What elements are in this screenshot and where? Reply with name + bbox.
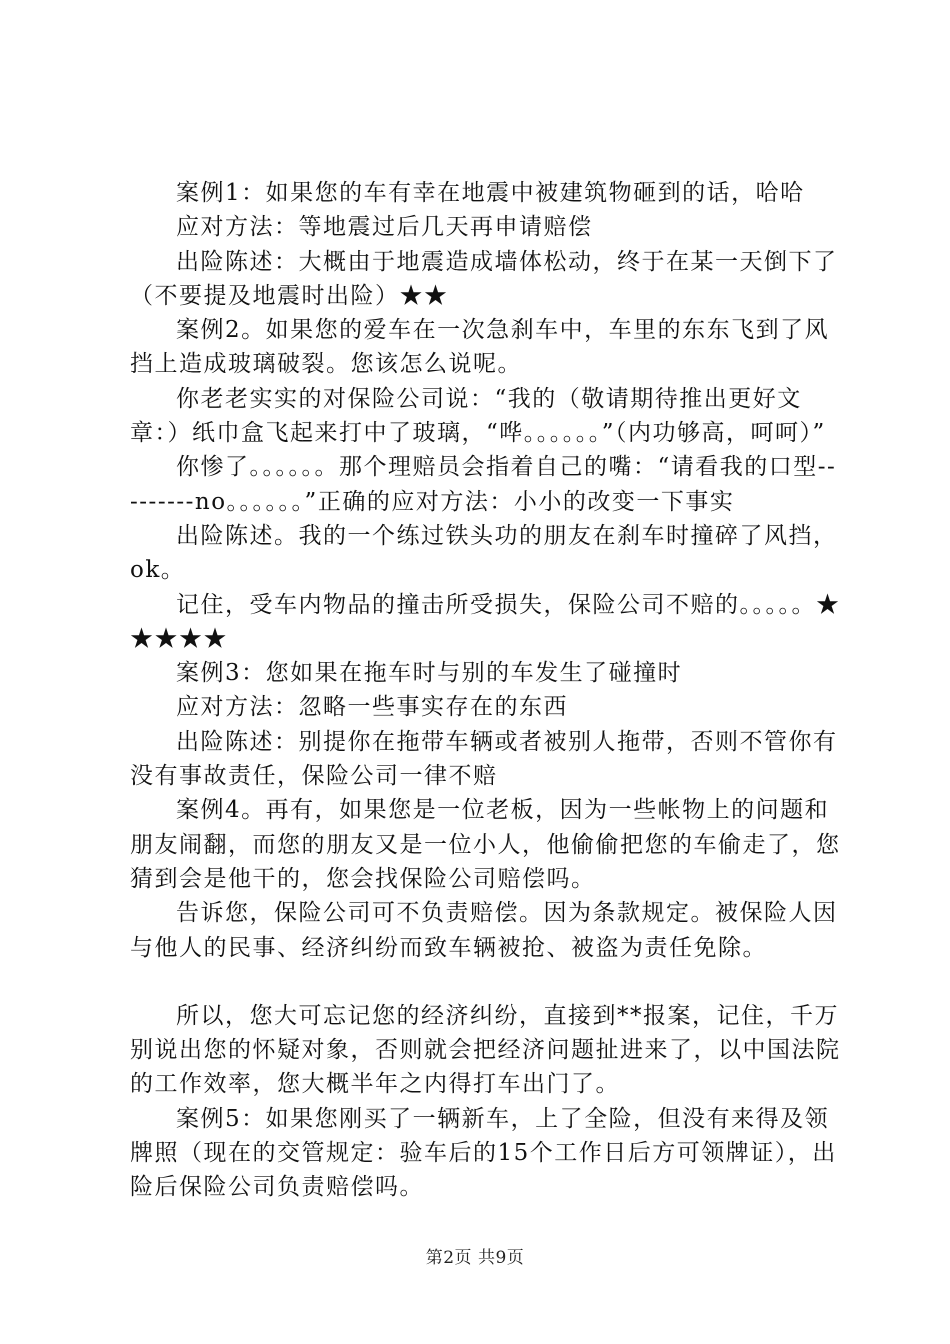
paragraph-case1-method: 应对方法：等地震过后几天再申请赔偿 <box>176 214 593 241</box>
paragraph-case2-honest: 你老老实实的对保险公司说：“我的（敬请期待推出更好文章：）纸巾盒飞起来打中了玻璃，“哗。。。。。。”（内功够高，呵呵）” <box>130 385 826 447</box>
paragraph-case1-statement: 出险陈述：大概由于地震造成墙体松动，终于在某一天倒下了（不要提及地震时出险）★★ <box>130 248 838 309</box>
paragraph-case4-title: 案例4。再有，如果您是一位老板，因为一些帐物上的问题和朋友闹翻，而您的朋友又是一位小人，他偷偷把您的车偷走了，您猜到会是他干的，您会找保险公司赔偿吗。 <box>130 797 841 892</box>
paragraph-case2-remember: 记住，受车内物品的撞击所受损失，保险公司不赔的。。。。。★★★★★ <box>130 591 841 652</box>
paragraph-spacer <box>130 965 842 999</box>
page-footer: 第2页 共9页 <box>425 1248 525 1268</box>
paragraph-case3-statement: 出险陈述：别提你在拖带车辆或者被别人拖带，否则不管你有没有事故责任，保险公司一律不赔 <box>130 728 838 790</box>
paragraph-case2-result: 你惨了。。。。。。那个理赔员会指着自己的嘴：“请看我的口型---------no。。。。。。”正确的应对方法：小小的改变一下事实 <box>130 454 837 515</box>
paragraph-case4-advice: 所以，您大可忘记您的经济纠纷，直接到**报案，记住，千万别说出您的怀疑对象，否则就会把经济问题扯进来了，以中国法院的工作效率，您大概半年之内得打车出门了。 <box>130 1002 841 1098</box>
paragraph-case3-title: 案例3：您如果在拖车时与别的车发生了碰撞时 <box>176 660 683 687</box>
paragraph-case4-answer: 告诉您，保险公司可不负责赔偿。因为条款规定。被保险人因与他人的民事、经济纠纷而致车辆被抢、被盗为责任免除。 <box>130 900 838 961</box>
document-body <box>130 176 842 1205</box>
paragraph-case3-method: 应对方法：忽略一些事实存在的东西 <box>176 694 568 721</box>
paragraph-case1-title: 案例1：如果您的车有幸在地震中被建筑物砸到的话，哈哈 <box>176 180 805 206</box>
paragraph-case2-title: 案例2。如果您的爱车在一次急刹车中，车里的东东飞到了风挡上造成玻璃破裂。您该怎么说呢。 <box>130 317 830 378</box>
paragraph-case2-statement: 出险陈述。我的一个练过铁头功的朋友在刹车时撞碎了风挡，ok。 <box>130 522 838 584</box>
paragraph-case5-title: 案例5：如果您刚买了一辆新车，上了全险，但没有来得及领牌照（现在的交管规定：验车后的15个工作日后方可领牌证），出险后保险公司负责赔偿吗。 <box>130 1105 837 1201</box>
